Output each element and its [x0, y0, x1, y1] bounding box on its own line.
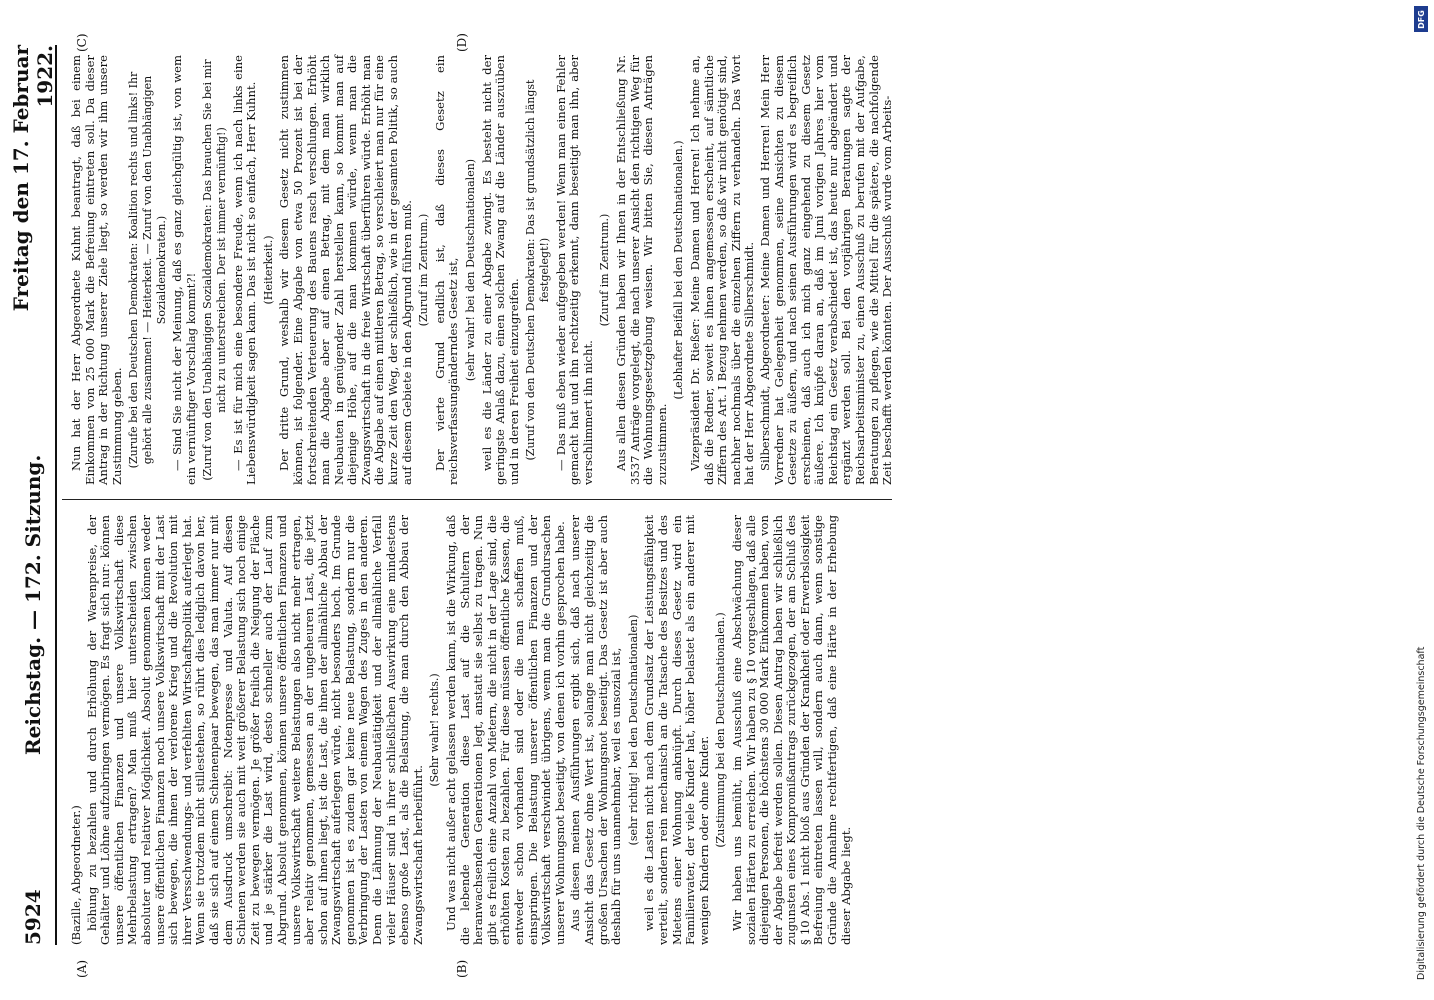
column-divider	[62, 499, 892, 500]
session-title: Reichstag. — 172. Sitzung.	[20, 454, 45, 755]
paragraph: Nun hat der Herr Abgeordnete Kuhnt beantragt, daß bei einem Einkommen von 25 000 Mark die Befreiung eintreten soll. Da dieser Antrag in der Richtung unserer Ziele liegt, so werden wir ihm unsere Zustimmung geben.	[69, 55, 124, 485]
dfg-logo: DFG	[1414, 6, 1428, 32]
paragraph: (Zurufe bei den Deutschen Demokraten: Koalition rechts und links! Ihr gehört alle zusammen! — Heiterkeit. — Zuruf von den Unabhängigen Sozialdemokraten.)	[127, 71, 168, 469]
session-date: Freitag den 17. Februar 1922.	[8, 45, 57, 312]
paragraph: (Heiterkeit.)	[261, 235, 275, 305]
margin-marker-c: (C)	[75, 33, 89, 52]
paragraph: Wir haben uns bemüht, im Ausschuß eine Abschwächung dieser sozialen Härten zu erreichen. Wir haben zu § 10 vorgeschlagen, daß alle diejenigen Personen, die höchstens 30 000 Mark Einkommen haben, von der Abgabe befreit werden sollen. Diesen Antrag haben wir schließlich zugunsten eines Kompromißantrags zurückgezogen, der am Schluß des § 10 Abs. 1 nicht bloß aus Gründen der Krankheit oder Erwerbslosigkeit Befreiung eintreten lassen will, sondern auch dann, wenn sonstige Gründe die Annahme rechtfertigen, daß eine Härte in der Erhebung dieser Abgabe liegt.	[729, 515, 853, 945]
left-column	[70, 515, 890, 945]
paragraph: (Zustimmung bei den Deutschnationalen.)	[714, 612, 728, 848]
paragraph: (Lebhafter Beifall bei den Deutschnationalen.)	[672, 140, 686, 400]
paragraph: Aus diesen meinen Ausführungen ergibt sich, daß nach unserer Ansicht das Gesetz ohne Wert ist, solange man nicht gleichzeitig die großen Ursachen der Wohnungsnot beseitigt. Das Gesetz ist aber auch deshalb für uns unannehmbar, weil es unsozial ist,	[568, 515, 624, 945]
margin-marker-d: (D)	[455, 33, 469, 52]
right-column	[69, 55, 895, 485]
paragraph: (sehr wahr! bei den Deutschnationalen)	[464, 158, 478, 382]
paragraph: höhung zu bezahlen und durch Erhöhung der Warenpreise, der Gehälter und Löhne aufzubringen vermögen. Es fragt sich nur: können unsere öffentlichen Finanzen und unsere Volkswirtschaft diese Mehrbelastung ertragen? Man muß hier unterscheiden zwischen absoluter und relativer Möglichkeit. Absolut genommen können weder unsere öffentlichen Finanzen noch unsere Volkswirtschaft mit der Last sich bewegen, die ihnen der verlorene Krieg und die Revolution mit ihrer Versschwendungs- und verfehlten Wirtschaftspolitik auferlegt hat. Wenn sie trotzdem nicht stillestehen, so rührt dies lediglich davon her, daß sie sich auf einem Schienenpaar bewegen, das man immer nur mit dem Ausdruck umschreibt: Notenpresse und Valuta. Auf diesen Schienen werden sie auch mit weit größerer Belastung sich noch einige Zeit zu bewegen vermögen. Je größer freilich die Neigung der Fläche und je stärker die Last wird, desto schneller auch der Lauf zum Abgrund. Absolut genommen, können unsere öffentlichen Finanzen und unsere Volkswirtschaft weitere Belastungen also nicht mehr ertragen, aber relativ genommen, gemessen an der ungeheuren Last, die jetzt schon auf ihnen liegt, ist die Last, die ihnen der allmähliche Abbau der Zwangswirtschaft auferlegen würde, nicht besonders hoch. Im Grunde genommen ist es zudem gar keine neue Belastung, sondern nur die Verbringung der Lasten von einem Wagen des Zuges in den anderen. Denn die Lähmung der Neubautätigkeit und der allmähliche Verfall vieler Häuser sind in ihrer schließlichen Auswirkung eine mindestens ebenso große Last, als die Belastung, die man durch den Abbau der Zwangswirtschaft herbeiführt.	[84, 515, 425, 945]
paragraph: weil es die Länder zu einer Abgabe zwingt. Es besteht nicht der geringste Anlaß dazu, einen solchen Zwang auf die Länder auszuüben und in deren Freiheit einzugreifen.	[479, 55, 521, 485]
paragraph: weil es die Lasten nicht nach dem Grundsatz der Leistungsfähigkeit verteilt, sondern rein mechanisch an die Tatsache des Besitzes und des Mietens einer Wohnung anknüpft. Durch dieses Gesetz wird ein Familienvater, der viele Kinder hat, höher belastet als ein anderer mit wenigen Kindern oder ohne Kinder.	[642, 515, 711, 945]
paragraph: — Sind Sie nicht der Meinung, daß es ganz gleichgültig ist, von wem ein vernünftiger Vorschlag kommt?!	[170, 55, 198, 485]
paragraph: — Das muß eben wieder aufgegeben werden! Wenn man einen Fehler gemacht hat und ihn rechtzeitig erkennt, dann beseitigt man ihn, aber verschlimmert ihn nicht.	[553, 55, 595, 485]
paragraph: — Es ist für mich eine besondere Freude, wenn ich nach links eine Liebenswürdigkeit sagen kann. Das ist nicht so einfach, Herr Kuhnt.	[230, 55, 259, 485]
paragraph: (Zuruf von den Unabhängigen Sozialdemokraten: Das brauchen Sie bei mir nicht zu unterstreichen. Der ist immer vernünftig!)	[201, 59, 228, 481]
paragraph: Aus allen diesen Gründen haben wir Ihnen in der Entschließung Nr. 3537 Anträge vorgelegt, die nach unserer Ansicht den richtigen Weg für die Wohnungsgesetzgebung weisen. Wir bitten Sie, diesen Anträgen zuzustimmen.	[613, 55, 669, 485]
margin-marker-b: (B)	[455, 959, 469, 978]
paragraph: Vizepräsident Dr. Rießer: Meine Damen und Herren! Ich nehme an, daß die Redner, soweit es ihnen angemessen erscheint, auf sämtliche Ziffern des Art. I Bezug nehmen werden, so daß wir nicht genötigt sind, nachher nochmals über die einzelnen Ziffern zu verhandeln. Das Wort hat der Herr Abgeordnete Silberschmidt.	[687, 55, 757, 485]
paragraph: Der vierte Grund endlich ist, daß dieses Gesetz ein reichsverfassungänderndes Gesetz ist,	[432, 55, 461, 485]
paragraph: (Zuruf im Zentrum.)	[417, 213, 431, 327]
paragraph: (sehr richtig! bei den Deutschnationalen)	[626, 614, 640, 846]
paragraph: (Sehr wahr! rechts.)	[428, 673, 442, 787]
digitization-note: Digitalisierung gefördert durch die Deutsche Forschungsgemeinschaft	[1416, 646, 1427, 980]
paragraph: (Zuruf von den Deutschen Demokraten: Das ist grundsätzlich längst festgelegt!)	[524, 79, 551, 461]
paragraph: (Zuruf im Zentrum.)	[598, 213, 612, 327]
page-header	[10, 45, 57, 945]
paragraph: Und was nicht außer acht gelassen werden kann, ist die Wirkung, daß die lebende Generation diese Last auf die Schultern der heranwachsenden Generationen legt, anstatt sie selbst zu tragen. Nun gibt es freilich eine Anzahl von Mietern, die nicht in der Lage sind, die erhöhten Kosten zu bezahlen. Für diese müssen öffentliche Kassen, die entweder schon vorhanden sind oder die man schaffen muß, einspringen. Die Belastung unserer öffentlichen Finanzen und der Volkswirtschaft verschwindet übrigens, wenn man die Grundursachen unserer Wohnungsnot beseitigt, von denen ich vorhin gesprochen habe.	[444, 515, 567, 945]
paragraph: Der dritte Grund, weshalb wir diesem Gesetz nicht zustimmen können, ist folgender. Eine Abgabe von etwa 50 Prozent ist bei der fortschreitenden Verteuerung des Bauens rasch verschlungen. Erhöht man die Abgabe aber auf einen Betrag, mit dem man wirklich Neubauten in genügender Zahl herstellen kann, so kommt man auf diejenige Höhe, auf die man kommen würde, wenn man die Zwangswirtschaft in die freie Wirtschaft überführen würde. Erhöht man die Abgabe auf einen mittleren Betrag, so verschleiert man nur für eine kurze Zeit den Weg, der schließlich, wie in der gesamten Politik, so auch auf diesem Gebiete in den Abgrund führen muß.	[277, 55, 414, 485]
paragraph: (Bazille, Abgeordneter.)	[69, 805, 83, 945]
margin-marker-a: (A)	[75, 959, 89, 978]
paragraph: Silberschmidt, Abgeordneter: Meine Damen und Herren! Mein Herr Vorredner hat Gelegenheit genommen, seine Ansichten zu diesem Gesetze zu äußern, und nach seinen Ausführungen wird es begreiflich erscheinen, daß auch ich mich ganz eingehend zu diesem Gesetz äußere. Ich knüpfe daran an, daß im Juni vorigen Jahres hier vom Reichstag ein Gesetz verabschiedet ist, das heute nur abgeändert und ergänzt werden soll. Bei den vorjährigen Beratungen sagte der Reichsarbeitsminister zu, einen Ausschuß zu berufen mit der Aufgabe, Beratungen zu pflegen, wie die Mittel für die spätere, die nachfolgende Zeit beschafft werden könnten. Der Ausschuß wurde vom Arbeits-	[757, 55, 895, 485]
page-number: 5924	[20, 889, 45, 945]
